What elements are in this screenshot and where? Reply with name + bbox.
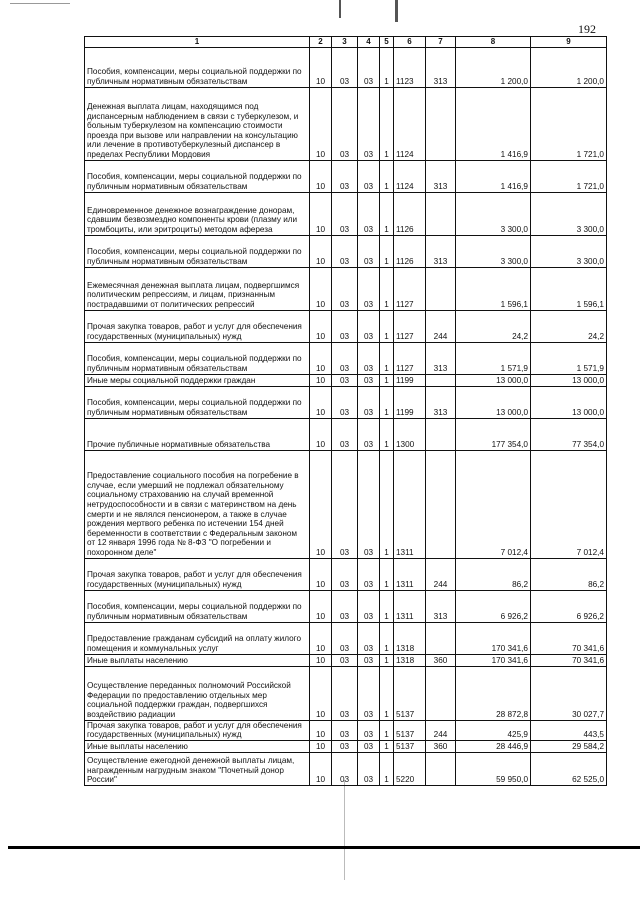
expense-type-code <box>426 267 456 310</box>
program-code: 03 <box>358 752 380 785</box>
section-code: 10 <box>310 752 332 785</box>
subprogram-code: 1 <box>380 622 394 654</box>
section-code: 10 <box>310 310 332 342</box>
table-row <box>85 450 607 558</box>
program-code: 03 <box>358 418 380 450</box>
program-code: 03 <box>358 342 380 374</box>
section-code: 10 <box>310 590 332 622</box>
subprogram-code: 1 <box>380 450 394 558</box>
subsection-code: 03 <box>332 192 358 235</box>
row-name: Иные выплаты населению <box>85 654 310 666</box>
row-name: Осуществление ежегодной денежной выплаты лицам, награжденным нагрудным знаком "Почетный донор России" <box>85 752 310 785</box>
amount-year-2: 86,2 <box>531 558 607 590</box>
table-row <box>85 386 607 418</box>
table-row <box>85 87 607 160</box>
table-row <box>85 622 607 654</box>
row-name: Пособия, компенсации, меры социальной поддержки по публичным нормативным обязательствам <box>85 342 310 374</box>
target-code: 1311 <box>394 450 426 558</box>
amount-year-1: 3 300,0 <box>456 235 531 267</box>
expense-type-code: 244 <box>426 720 456 740</box>
section-code: 10 <box>310 666 332 720</box>
table-row <box>85 590 607 622</box>
subprogram-code: 1 <box>380 418 394 450</box>
target-code: 1300 <box>394 418 426 450</box>
amount-year-1: 7 012,4 <box>456 450 531 558</box>
program-code: 03 <box>358 160 380 192</box>
scan-mark <box>10 3 70 4</box>
column-header: 2 <box>310 37 332 48</box>
subprogram-code: 1 <box>380 267 394 310</box>
amount-year-1: 177 354,0 <box>456 418 531 450</box>
program-code: 03 <box>358 386 380 418</box>
section-code: 10 <box>310 342 332 374</box>
subsection-code: 03 <box>332 374 358 386</box>
section-code: 10 <box>310 418 332 450</box>
column-header: 7 <box>426 37 456 48</box>
subsection-code: 03 <box>332 310 358 342</box>
table-row <box>85 558 607 590</box>
program-code: 03 <box>358 87 380 160</box>
subsection-code: 03 <box>332 235 358 267</box>
target-code: 5137 <box>394 740 426 752</box>
amount-year-1: 170 341,6 <box>456 622 531 654</box>
subprogram-code: 1 <box>380 310 394 342</box>
table-row <box>85 235 607 267</box>
row-name: Прочая закупка товаров, работ и услуг для обеспечения государственных (муниципальных) нужд <box>85 558 310 590</box>
subprogram-code: 1 <box>380 235 394 267</box>
subprogram-code: 1 <box>380 47 394 87</box>
section-code: 10 <box>310 622 332 654</box>
row-name: Прочая закупка товаров, работ и услуг для обеспечения государственных (муниципальных) нужд <box>85 720 310 740</box>
subprogram-code: 1 <box>380 374 394 386</box>
expense-type-code: 313 <box>426 160 456 192</box>
table-header-row <box>85 37 607 48</box>
amount-year-1: 6 926,2 <box>456 590 531 622</box>
table-row <box>85 310 607 342</box>
budget-table <box>84 36 607 786</box>
program-code: 03 <box>358 590 380 622</box>
amount-year-2: 77 354,0 <box>531 418 607 450</box>
subprogram-code: 1 <box>380 720 394 740</box>
amount-year-1: 24,2 <box>456 310 531 342</box>
column-header: 4 <box>358 37 380 48</box>
subsection-code: 03 <box>332 590 358 622</box>
expense-type-code <box>426 192 456 235</box>
section-code: 10 <box>310 267 332 310</box>
program-code: 03 <box>358 47 380 87</box>
amount-year-2: 1 596,1 <box>531 267 607 310</box>
subsection-code: 03 <box>332 418 358 450</box>
expense-type-code: 244 <box>426 310 456 342</box>
expense-type-code: 244 <box>426 558 456 590</box>
section-code: 10 <box>310 160 332 192</box>
expense-type-code: 313 <box>426 235 456 267</box>
row-name: Единовременное денежное вознаграждение донорам, сдавшим безвозмездно компоненты крови (плазму или тромбоциты, или эритроциты) методом афереза <box>85 192 310 235</box>
table-row <box>85 654 607 666</box>
target-code: 1126 <box>394 235 426 267</box>
row-name: Пособия, компенсации, меры социальной поддержки по публичным нормативным обязательствам <box>85 235 310 267</box>
amount-year-2: 1 571,9 <box>531 342 607 374</box>
subprogram-code: 1 <box>380 666 394 720</box>
table-row <box>85 418 607 450</box>
target-code: 1127 <box>394 267 426 310</box>
target-code: 1127 <box>394 342 426 374</box>
target-code: 1127 <box>394 310 426 342</box>
expense-type-code <box>426 622 456 654</box>
row-name: Иные выплаты населению <box>85 740 310 752</box>
amount-year-2: 443,5 <box>531 720 607 740</box>
target-code: 1199 <box>394 374 426 386</box>
subsection-code: 03 <box>332 752 358 785</box>
section-code: 10 <box>310 654 332 666</box>
section-code: 10 <box>310 47 332 87</box>
column-header: 6 <box>394 37 426 48</box>
program-code: 03 <box>358 654 380 666</box>
scan-mark <box>344 780 345 880</box>
amount-year-2: 1 200,0 <box>531 47 607 87</box>
program-code: 03 <box>358 666 380 720</box>
amount-year-2: 3 300,0 <box>531 235 607 267</box>
subsection-code: 03 <box>332 342 358 374</box>
target-code: 1199 <box>394 386 426 418</box>
expense-type-code <box>426 374 456 386</box>
program-code: 03 <box>358 450 380 558</box>
expense-type-code: 313 <box>426 47 456 87</box>
row-name: Пособия, компенсации, меры социальной поддержки по публичным нормативным обязательствам <box>85 47 310 87</box>
program-code: 03 <box>358 374 380 386</box>
amount-year-2: 13 000,0 <box>531 374 607 386</box>
amount-year-2: 6 926,2 <box>531 590 607 622</box>
column-header: 3 <box>332 37 358 48</box>
amount-year-1: 1 200,0 <box>456 47 531 87</box>
table-row <box>85 47 607 87</box>
amount-year-2: 30 027,7 <box>531 666 607 720</box>
amount-year-2: 1 721,0 <box>531 87 607 160</box>
expense-type-code: 313 <box>426 342 456 374</box>
table-row <box>85 342 607 374</box>
expense-type-code: 313 <box>426 386 456 418</box>
section-code: 10 <box>310 450 332 558</box>
program-code: 03 <box>358 235 380 267</box>
amount-year-1: 1 416,9 <box>456 87 531 160</box>
target-code: 1318 <box>394 654 426 666</box>
row-name: Осуществление переданных полномочий Российской Федерации по предоставлению отдельных мер социальной поддержки граждан, подвергшихся воздействию радиации <box>85 666 310 720</box>
subprogram-code: 1 <box>380 558 394 590</box>
target-code: 1124 <box>394 87 426 160</box>
target-code: 5137 <box>394 666 426 720</box>
subprogram-code: 1 <box>380 192 394 235</box>
row-name: Прочая закупка товаров, работ и услуг для обеспечения государственных (муниципальных) нужд <box>85 310 310 342</box>
amount-year-1: 1 416,9 <box>456 160 531 192</box>
table-row <box>85 666 607 720</box>
program-code: 03 <box>358 740 380 752</box>
subsection-code: 03 <box>332 450 358 558</box>
section-code: 10 <box>310 192 332 235</box>
amount-year-1: 59 950,0 <box>456 752 531 785</box>
amount-year-1: 28 446,9 <box>456 740 531 752</box>
row-name: Пособия, компенсации, меры социальной поддержки по публичным нормативным обязательствам <box>85 590 310 622</box>
amount-year-2: 3 300,0 <box>531 192 607 235</box>
row-name: Пособия, компенсации, меры социальной поддержки по публичным нормативным обязательствам <box>85 386 310 418</box>
target-code: 5220 <box>394 752 426 785</box>
target-code: 1311 <box>394 558 426 590</box>
section-code: 10 <box>310 386 332 418</box>
amount-year-1: 1 571,9 <box>456 342 531 374</box>
amount-year-2: 24,2 <box>531 310 607 342</box>
subsection-code: 03 <box>332 740 358 752</box>
column-header: 8 <box>456 37 531 48</box>
subsection-code: 03 <box>332 267 358 310</box>
expense-type-code <box>426 418 456 450</box>
expense-type-code: 360 <box>426 654 456 666</box>
column-header: 9 <box>531 37 607 48</box>
scan-mark <box>339 0 341 18</box>
program-code: 03 <box>358 720 380 740</box>
expense-type-code <box>426 752 456 785</box>
program-code: 03 <box>358 192 380 235</box>
row-name: Предоставление социального пособия на погребение в случае, если умерший не подлежал обязательному социальному страхованию на случай временной нетрудоспособности и в связи с материнством на день смерти и не являлся пенсионером, а также в случае рождения мертвого ребенка по истечении 154 дней беременности в соответствии с Федеральным законом от 12 января 1996 года № 8-ФЗ "О погребении и похоронном деле" <box>85 450 310 558</box>
row-name: Прочие публичные нормативные обязательства <box>85 418 310 450</box>
row-name: Пособия, компенсации, меры социальной поддержки по публичным нормативным обязательствам <box>85 160 310 192</box>
target-code: 1318 <box>394 622 426 654</box>
page-number: 192 <box>578 22 596 36</box>
section-code: 10 <box>310 235 332 267</box>
subsection-code: 03 <box>332 87 358 160</box>
amount-year-1: 170 341,6 <box>456 654 531 666</box>
column-header: 1 <box>85 37 310 48</box>
row-name: Ежемесячная денежная выплата лицам, подвергшимся политическим репрессиям, и лицам, признанным пострадавшими от политических репрессий <box>85 267 310 310</box>
subprogram-code: 1 <box>380 160 394 192</box>
subsection-code: 03 <box>332 47 358 87</box>
row-name: Денежная выплата лицам, находящимся под диспансерным наблюдением в связи с туберкулезом, и больным туберкулезом на компенсацию стоимости проезда при вызове или направлении на консультацию или лечение в противотуберкулезный диспансер в пределах Республики Мордовия <box>85 87 310 160</box>
bottom-rule <box>8 846 640 849</box>
amount-year-1: 28 872,8 <box>456 666 531 720</box>
subprogram-code: 1 <box>380 342 394 374</box>
subprogram-code: 1 <box>380 87 394 160</box>
expense-type-code <box>426 450 456 558</box>
subsection-code: 03 <box>332 654 358 666</box>
section-code: 10 <box>310 558 332 590</box>
program-code: 03 <box>358 558 380 590</box>
table-body <box>85 47 607 785</box>
scan-mark <box>395 0 398 22</box>
amount-year-2: 70 341,6 <box>531 654 607 666</box>
amount-year-2: 7 012,4 <box>531 450 607 558</box>
amount-year-1: 3 300,0 <box>456 192 531 235</box>
target-code: 1123 <box>394 47 426 87</box>
table-row <box>85 374 607 386</box>
subprogram-code: 1 <box>380 386 394 418</box>
section-code: 10 <box>310 374 332 386</box>
amount-year-1: 13 000,0 <box>456 386 531 418</box>
table-row <box>85 720 607 740</box>
subsection-code: 03 <box>332 160 358 192</box>
amount-year-2: 70 341,6 <box>531 622 607 654</box>
amount-year-2: 1 721,0 <box>531 160 607 192</box>
amount-year-2: 62 525,0 <box>531 752 607 785</box>
subprogram-code: 1 <box>380 752 394 785</box>
table-row <box>85 740 607 752</box>
amount-year-1: 13 000,0 <box>456 374 531 386</box>
subsection-code: 03 <box>332 622 358 654</box>
subsection-code: 03 <box>332 720 358 740</box>
row-name: Иные меры социальной поддержки граждан <box>85 374 310 386</box>
target-code: 1126 <box>394 192 426 235</box>
program-code: 03 <box>358 310 380 342</box>
table-row <box>85 192 607 235</box>
table-row <box>85 267 607 310</box>
program-code: 03 <box>358 267 380 310</box>
amount-year-2: 13 000,0 <box>531 386 607 418</box>
section-code: 10 <box>310 740 332 752</box>
section-code: 10 <box>310 720 332 740</box>
target-code: 1124 <box>394 160 426 192</box>
expense-type-code: 313 <box>426 590 456 622</box>
target-code: 1311 <box>394 590 426 622</box>
table-row <box>85 160 607 192</box>
amount-year-1: 1 596,1 <box>456 267 531 310</box>
amount-year-1: 425,9 <box>456 720 531 740</box>
row-name: Предоставление гражданам субсидий на оплату жилого помещения и коммунальных услуг <box>85 622 310 654</box>
subsection-code: 03 <box>332 666 358 720</box>
target-code: 5137 <box>394 720 426 740</box>
subprogram-code: 1 <box>380 590 394 622</box>
amount-year-2: 29 584,2 <box>531 740 607 752</box>
program-code: 03 <box>358 622 380 654</box>
subsection-code: 03 <box>332 386 358 418</box>
expense-type-code: 360 <box>426 740 456 752</box>
subprogram-code: 1 <box>380 654 394 666</box>
section-code: 10 <box>310 87 332 160</box>
subsection-code: 03 <box>332 558 358 590</box>
column-header: 5 <box>380 37 394 48</box>
amount-year-1: 86,2 <box>456 558 531 590</box>
table-row <box>85 752 607 785</box>
subprogram-code: 1 <box>380 740 394 752</box>
expense-type-code <box>426 666 456 720</box>
expense-type-code <box>426 87 456 160</box>
